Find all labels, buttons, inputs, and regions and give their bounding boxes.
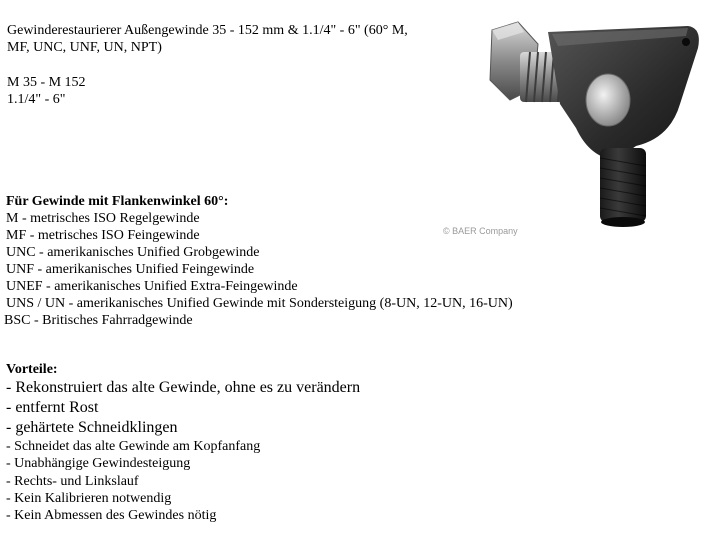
- advantage-item: - Schneidet das alte Gewinde am Kopfanfang: [6, 439, 261, 454]
- thread-type-item: UNC - amerikanisches Unified Grobgewinde: [6, 245, 260, 260]
- advantage-item: - Rechts- und Linkslauf: [6, 473, 139, 489]
- product-title: [7, 22, 439, 56]
- advantage-item: - Kein Kalibrieren notwendig: [6, 490, 172, 506]
- product-title-line-2: MF, UNC, UNF, UN, NPT): [7, 40, 162, 55]
- advantage-item: - Kein Abmessen des Gewindes nötig: [6, 508, 217, 524]
- advantage-item: - Unabhängige Gewindesteigung: [6, 456, 191, 472]
- thread-types-heading: Für Gewinde mit Flankenwinkel 60°:: [6, 194, 229, 209]
- thread-type-item: UNS / UN - amerikanisches Unified Gewinde mit Sondersteigung (8-UN, 12-UN, 16-UN): [6, 296, 513, 311]
- advantage-item: - entfernt Rost: [6, 399, 99, 416]
- advantage-item: - gehärtete Schneidklingen: [6, 419, 178, 436]
- thread-type-item: MF - metrisches ISO Feingewinde: [6, 228, 200, 243]
- thread-type-item: M - metrisches ISO Regelgewinde: [6, 211, 200, 226]
- advantage-item: - Rekonstruiert das alte Gewinde, ohne es zu verändern: [6, 379, 361, 396]
- size-range-inch: 1.1/4" - 6": [7, 92, 66, 107]
- product-title-line-1: Gewinderestaurierer Außengewinde 35 - 152 mm & 1.1/4" - 6" (60° M,: [7, 23, 408, 38]
- advantages-section: [6, 361, 360, 524]
- size-range: [7, 74, 86, 108]
- photo-watermark: © BAER Company: [443, 226, 518, 236]
- advantages-heading: Vorteile:: [6, 362, 58, 377]
- thread-type-item: BSC - Britisches Fahrradgewinde: [4, 313, 193, 328]
- tool-screw-hole: [682, 38, 690, 46]
- thread-type-item: UNEF - amerikanisches Unified Extra-Feingewinde: [6, 279, 298, 294]
- bolt-end-face: [586, 74, 630, 126]
- thread-types-section: [6, 193, 513, 329]
- size-range-metric: M 35 - M 152: [7, 75, 86, 90]
- thread-type-item: UNF - amerikanisches Unified Feingewinde: [6, 262, 255, 277]
